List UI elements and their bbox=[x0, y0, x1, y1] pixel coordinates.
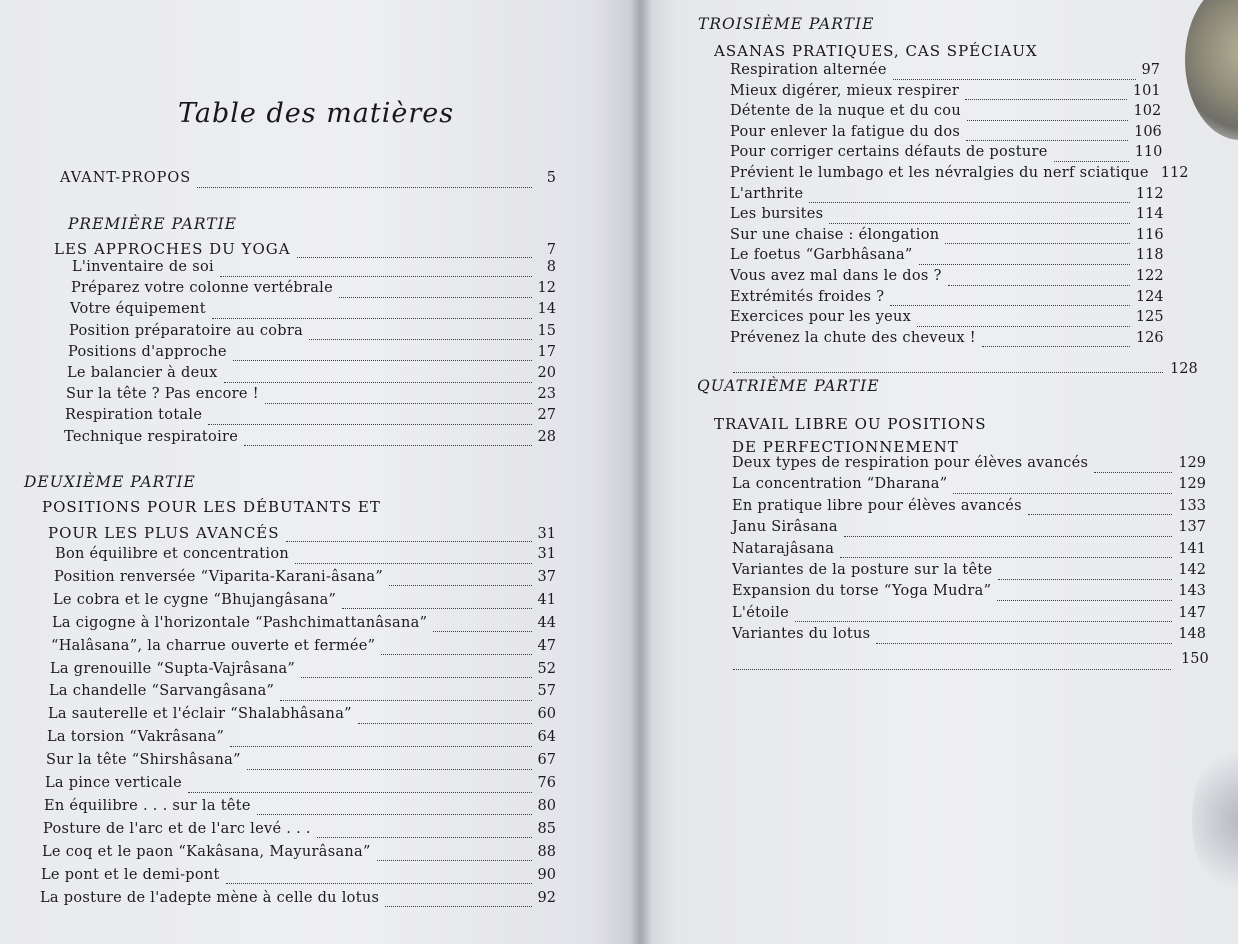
toc-entry bbox=[71, 280, 556, 300]
entry-page: 28 bbox=[537, 428, 556, 445]
entry-label: Technique respiratoire bbox=[64, 428, 239, 445]
entry-page: 114 bbox=[1135, 206, 1164, 223]
entry-page: 116 bbox=[1135, 226, 1164, 243]
dot-leader bbox=[733, 372, 1163, 373]
dot-leader bbox=[876, 631, 1172, 644]
page-title: Table des matières bbox=[178, 98, 455, 129]
entry-page: 112 bbox=[1135, 185, 1164, 202]
toc-entry bbox=[732, 583, 1206, 603]
dot-leader bbox=[893, 67, 1136, 80]
dot-leader bbox=[433, 619, 531, 632]
chapter-label: LES APPROCHES DU YOGA bbox=[54, 240, 291, 258]
dot-leader bbox=[339, 285, 532, 298]
entry-label: Respiration totale bbox=[65, 407, 203, 424]
entry-page: 129 bbox=[1178, 455, 1206, 471]
dot-leader bbox=[208, 412, 531, 425]
entry-label: La concentration “Dharana” bbox=[732, 476, 948, 493]
entry-page: 137 bbox=[1178, 519, 1206, 536]
dot-leader bbox=[967, 108, 1128, 121]
toc-entry bbox=[54, 569, 556, 589]
toc-entry bbox=[730, 227, 1164, 247]
toc-entry bbox=[72, 259, 556, 279]
dot-leader bbox=[224, 370, 532, 383]
entry-page: 23 bbox=[537, 386, 556, 403]
entry-page: 112 bbox=[1160, 165, 1189, 181]
toc-entry bbox=[49, 683, 556, 703]
entry-page: 92 bbox=[537, 889, 556, 906]
entry-label: La pince verticale bbox=[45, 775, 183, 791]
entry-page: 142 bbox=[1178, 562, 1206, 578]
dot-leader bbox=[358, 711, 532, 724]
part2-heading: DEUXIÈME PARTIE bbox=[24, 473, 196, 491]
entry-label: La cigogne à l'horizontale “Pashchimattanâsana” bbox=[52, 614, 428, 631]
dot-leader bbox=[301, 665, 531, 678]
dot-leader bbox=[840, 545, 1172, 558]
entry-page: 52 bbox=[537, 660, 556, 677]
entry-page: 76 bbox=[537, 775, 556, 791]
entry-label: La grenouille “Supta-Vajrâsana” bbox=[50, 660, 296, 677]
dot-leader bbox=[1054, 149, 1129, 162]
toc-entry bbox=[52, 615, 556, 635]
entry-page: 122 bbox=[1135, 268, 1164, 284]
dot-leader bbox=[280, 688, 531, 701]
dot-leader bbox=[945, 231, 1130, 244]
entry-page: 64 bbox=[537, 729, 556, 746]
part4-chapter-line2: DE PERFECTIONNEMENT bbox=[732, 438, 959, 456]
entry-label: Positions d'approche bbox=[68, 343, 227, 360]
entry-page: 20 bbox=[537, 365, 556, 381]
book-gutter bbox=[630, 0, 652, 944]
part2-chapter-line2 bbox=[48, 524, 556, 544]
toc-entry bbox=[732, 626, 1206, 646]
toc-entry bbox=[40, 890, 556, 910]
dot-leader bbox=[230, 734, 531, 747]
toc-entry bbox=[730, 330, 1164, 350]
entry-page: 102 bbox=[1133, 103, 1162, 120]
dot-leader bbox=[265, 391, 532, 404]
entry-label: Natarajâsana bbox=[732, 540, 835, 557]
entry-label: Janu Sirâsana bbox=[732, 519, 838, 536]
entry-label: Respiration alternée bbox=[730, 62, 887, 78]
toc-entry-avant-propos bbox=[60, 170, 556, 190]
dot-leader bbox=[381, 642, 531, 655]
entry-label: L'inventaire de soi bbox=[72, 259, 214, 275]
part3-chapter: ASANAS PRATIQUES, CAS SPÉCIAUX bbox=[714, 42, 1038, 60]
entry-page: 133 bbox=[1178, 497, 1206, 514]
part4-heading: QUATRIÈME PARTIE bbox=[697, 377, 880, 395]
entry-page: 41 bbox=[537, 591, 556, 608]
entry-page: 97 bbox=[1141, 62, 1160, 78]
dot-leader bbox=[342, 596, 531, 609]
toc-entry bbox=[732, 476, 1206, 496]
entry-page: 14 bbox=[537, 301, 556, 318]
toc-entry bbox=[730, 124, 1162, 144]
entry-label: Pour enlever la fatigue du dos bbox=[730, 123, 961, 140]
entry-label: Variantes du lotus bbox=[732, 626, 871, 643]
toc-entry bbox=[64, 429, 556, 449]
dot-leader bbox=[844, 524, 1172, 537]
entry-label: Le balancier à deux bbox=[67, 365, 218, 381]
chapter-label: POUR LES PLUS AVANCÉS bbox=[48, 524, 280, 542]
dot-leader bbox=[948, 273, 1130, 286]
dot-leader bbox=[297, 245, 532, 258]
entry-label: L'étoile bbox=[732, 604, 790, 621]
entry-page: 37 bbox=[537, 568, 556, 585]
dot-leader bbox=[917, 314, 1130, 327]
part2-chapter-line1: POSITIONS POUR LES DÉBUTANTS ET bbox=[42, 498, 381, 516]
toc-entry bbox=[730, 103, 1161, 123]
dot-leader bbox=[286, 529, 532, 542]
entry-label: Votre équipement bbox=[70, 301, 206, 318]
toc-entry bbox=[730, 206, 1164, 226]
entry-label: Prévient le lumbago et les névralgies du nerf sciatique bbox=[730, 165, 1149, 181]
entry-label: En équilibre . . . sur la tête bbox=[44, 797, 251, 814]
entry-page: 17 bbox=[537, 343, 556, 360]
dot-leader bbox=[982, 334, 1130, 347]
entry-label: Le cobra et le cygne “Bhujangâsana” bbox=[53, 591, 337, 608]
entry-page: 90 bbox=[537, 866, 556, 883]
dot-leader bbox=[795, 609, 1172, 622]
entry-label: En pratique libre pour élèves avancés bbox=[732, 497, 1022, 514]
toc-entry bbox=[730, 289, 1164, 309]
toc-entry bbox=[730, 144, 1162, 164]
entry-page: 44 bbox=[537, 614, 556, 631]
toc-entry bbox=[53, 592, 556, 612]
entry-label: Bon équilibre et concentration bbox=[55, 546, 290, 562]
entry-label: Variantes de la posture sur la tête bbox=[732, 562, 993, 578]
entry-label: La sauterelle et l'éclair “Shalabhâsana” bbox=[48, 706, 352, 723]
toc-entry bbox=[730, 83, 1161, 103]
toc-entry bbox=[45, 775, 556, 795]
toc-entry bbox=[730, 247, 1164, 267]
toc-entry bbox=[70, 301, 556, 321]
dot-leader bbox=[733, 669, 1171, 670]
entry-label: Le foetus “Garbhâsana” bbox=[730, 247, 913, 264]
entry-page: 126 bbox=[1135, 329, 1164, 346]
toc-entry bbox=[730, 165, 1189, 185]
toc-entry bbox=[67, 365, 556, 385]
entry-page: 148 bbox=[1178, 626, 1206, 643]
entry-label: AVANT-PROPOS bbox=[60, 170, 192, 186]
entry-page: 129 bbox=[1178, 476, 1206, 493]
part3-trailing-page: 128 bbox=[1170, 361, 1198, 377]
entry-label: Sur une chaise : élongation bbox=[730, 226, 940, 243]
entry-page: 31 bbox=[537, 546, 556, 562]
dot-leader bbox=[1028, 502, 1172, 515]
toc-entry bbox=[69, 323, 556, 343]
entry-label: “Halâsana”, la charrue ouverte et fermée” bbox=[51, 637, 376, 654]
entry-label: La posture de l'adepte mène à celle du lotus bbox=[40, 889, 380, 906]
entry-page: 47 bbox=[537, 637, 556, 654]
entry-page: 143 bbox=[1178, 583, 1206, 600]
entry-label: Position préparatoire au cobra bbox=[69, 322, 304, 339]
entry-page: 85 bbox=[537, 820, 556, 837]
entry-page: 124 bbox=[1135, 288, 1164, 305]
entry-page: 27 bbox=[537, 407, 556, 424]
toc-entry bbox=[732, 562, 1206, 582]
toc-entry bbox=[55, 546, 556, 566]
entry-label: Position renversée “Viparita-Karani-âsana” bbox=[54, 568, 384, 585]
toc-entry bbox=[732, 498, 1206, 518]
toc-entry bbox=[730, 268, 1164, 288]
entry-page: 125 bbox=[1135, 309, 1164, 326]
dot-leader bbox=[997, 588, 1172, 601]
toc-entry bbox=[43, 821, 556, 841]
dot-leader bbox=[257, 802, 532, 815]
entry-label: Le pont et le demi-pont bbox=[41, 866, 220, 883]
entry-page: 60 bbox=[537, 706, 556, 723]
entry-label: Prévenez la chute des cheveux ! bbox=[730, 329, 976, 346]
entry-page: 141 bbox=[1178, 540, 1206, 557]
entry-page: 15 bbox=[537, 322, 556, 339]
toc-entry bbox=[50, 661, 556, 681]
entry-label: Préparez votre colonne vertébrale bbox=[71, 280, 333, 297]
entry-label: Exercices pour les yeux bbox=[730, 309, 912, 326]
toc-entry bbox=[44, 798, 556, 818]
entry-page: 57 bbox=[537, 683, 556, 700]
toc-entry bbox=[42, 844, 556, 864]
entry-label: Sur la tête “Shirshâsana” bbox=[46, 752, 241, 769]
dot-leader bbox=[389, 573, 531, 586]
toc-entry bbox=[51, 638, 556, 658]
dot-leader bbox=[212, 306, 532, 319]
toc-entry bbox=[47, 729, 556, 749]
entry-label: Deux types de respiration pour élèves avancés bbox=[732, 455, 1089, 471]
dot-leader bbox=[890, 293, 1130, 306]
toc-entry bbox=[730, 309, 1164, 329]
dot-leader bbox=[233, 348, 532, 361]
entry-page: 101 bbox=[1132, 82, 1161, 99]
dot-leader bbox=[966, 128, 1128, 141]
toc-entry bbox=[48, 706, 556, 726]
entry-label: Les bursites bbox=[730, 206, 824, 223]
dot-leader bbox=[309, 327, 532, 340]
entry-page: 80 bbox=[537, 797, 556, 814]
entry-label: La torsion “Vakrâsana” bbox=[47, 729, 225, 746]
entry-label: Expansion du torse “Yoga Mudra” bbox=[732, 583, 992, 600]
part4-chapter-line1: TRAVAIL LIBRE OU POSITIONS bbox=[714, 415, 987, 433]
dot-leader bbox=[377, 848, 532, 861]
dot-leader bbox=[965, 87, 1127, 100]
entry-page: 67 bbox=[537, 752, 556, 769]
entry-label: Sur la tête ? Pas encore ! bbox=[66, 386, 259, 403]
chapter-page: 31 bbox=[537, 526, 556, 542]
toc-entry bbox=[732, 541, 1206, 561]
dot-leader bbox=[385, 894, 531, 907]
dot-leader bbox=[1094, 460, 1172, 473]
entry-page: 118 bbox=[1135, 247, 1164, 264]
dot-leader bbox=[919, 252, 1130, 265]
entry-label: Détente de la nuque et du cou bbox=[730, 103, 961, 120]
dot-leader bbox=[226, 871, 532, 884]
entry-label: Extrémités froides ? bbox=[730, 288, 885, 305]
dot-leader bbox=[197, 175, 532, 188]
part3-heading: TROISIÈME PARTIE bbox=[698, 15, 875, 33]
entry-label: Mieux digérer, mieux respirer bbox=[730, 82, 960, 99]
entry-label: Posture de l'arc et de l'arc levé . . . bbox=[43, 820, 311, 837]
entry-page: 106 bbox=[1134, 123, 1162, 140]
dot-leader bbox=[295, 551, 532, 564]
dot-leader bbox=[244, 433, 531, 446]
dot-leader bbox=[220, 264, 532, 277]
toc-entry bbox=[66, 386, 556, 406]
toc-entry bbox=[41, 867, 556, 887]
dot-leader bbox=[317, 825, 532, 838]
entry-page: 110 bbox=[1134, 144, 1163, 161]
toc-entry bbox=[46, 752, 556, 772]
dot-leader bbox=[188, 780, 532, 793]
entry-page: 8 bbox=[546, 259, 556, 275]
entry-label: L'arthrite bbox=[730, 185, 804, 202]
part1-chapter bbox=[54, 240, 556, 260]
toc-entry bbox=[730, 186, 1164, 206]
part1-heading: PREMIÈRE PARTIE bbox=[68, 215, 238, 233]
entry-label: La chandelle “Sarvangâsana” bbox=[49, 683, 275, 700]
entry-label: Le coq et le paon “Kakâsana, Mayurâsana” bbox=[42, 843, 371, 860]
chapter-page: 7 bbox=[546, 242, 556, 258]
entry-page: 5 bbox=[546, 170, 556, 186]
entry-label: Pour corriger certains défauts de posture bbox=[730, 144, 1048, 161]
toc-entry bbox=[732, 605, 1206, 625]
dot-leader bbox=[953, 481, 1172, 494]
entry-page: 147 bbox=[1178, 604, 1206, 621]
entry-label: Vous avez mal dans le dos ? bbox=[730, 268, 942, 284]
entry-page: 88 bbox=[537, 843, 556, 860]
entry-page: 12 bbox=[537, 280, 556, 297]
dot-leader bbox=[809, 190, 1130, 203]
toc-entry bbox=[730, 62, 1160, 82]
dot-leader bbox=[247, 757, 532, 770]
part4-trailing-page: 150 bbox=[1181, 651, 1209, 667]
toc-entry bbox=[732, 519, 1206, 539]
dot-leader bbox=[829, 211, 1130, 224]
toc-entry bbox=[65, 407, 556, 427]
toc-entry bbox=[68, 344, 556, 364]
toc-entry bbox=[732, 455, 1206, 475]
dot-leader bbox=[998, 567, 1172, 580]
